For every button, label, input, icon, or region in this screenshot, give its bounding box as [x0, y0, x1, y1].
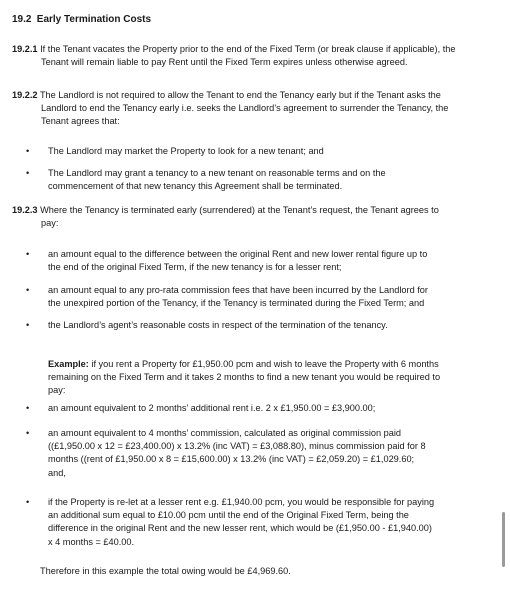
bullet: • — [26, 168, 30, 178]
list-item — [26, 284, 486, 310]
list-item-text: the Landlord’s agent’s reasonable costs in respect of the termination of the tenancy. — [48, 320, 388, 330]
clause-text: Tenant agrees that: — [41, 116, 120, 127]
clause-19-2-1 — [12, 43, 492, 69]
list-item-text: commencement of that new tenancy this Agreement shall be terminated. — [48, 181, 343, 192]
list-item — [26, 496, 486, 549]
clause-number: 19.2.2 — [12, 90, 38, 100]
clause-text: If the Tenant vacates the Property prior to the end of the Fixed Term (or break clause if applicable), the — [40, 44, 456, 54]
list-item — [26, 248, 486, 274]
clause-text: pay: — [41, 218, 59, 229]
list-item-text: the end of the original Fixed Term, if the new tenancy is for a lesser rent; — [48, 262, 342, 273]
list-item-text: an amount equal to any pro-rata commission fees that have been incurred by the Landlord for — [48, 285, 428, 295]
list-item-text: The Landlord may market the Property to look for a new tenant; and — [48, 146, 324, 156]
list-item — [26, 167, 486, 193]
example-label: Example: — [48, 359, 89, 369]
section-title: Early Termination Costs — [36, 14, 152, 25]
list-item-text: an amount equal to the difference between the original Rent and new lower rental figure up to — [48, 249, 428, 259]
clause-text: Landlord to end the Tenancy early i.e. seeks the Landlord’s agreement to surrender the Tenancy, the — [41, 103, 449, 114]
list-item-text: an amount equivalent to 2 months’ additional rent i.e. 2 x £1,950.00 = £3,900.00; — [48, 403, 376, 413]
bullet: • — [26, 403, 30, 413]
example-text: if you rent a Property for £1,950.00 pcm and wish to leave the Property with 6 months — [88, 359, 439, 369]
clause-text: The Landlord is not required to allow the Tenant to end the Tenancy early but if the Tenant asks the — [39, 90, 441, 100]
list-item — [26, 427, 486, 480]
example-paragraph — [48, 358, 488, 398]
clause-number: 19.2.3 — [12, 205, 38, 215]
list-item — [26, 319, 486, 332]
example-text: pay: — [48, 385, 66, 396]
section-heading — [12, 13, 151, 26]
bullet: • — [26, 497, 30, 507]
list-item — [26, 402, 486, 415]
list-item-text: an additional sum equal to £10.00 pcm until the end of the Original Fixed Term, being the — [48, 510, 409, 521]
list-item-text: if the Property is re-let at a lesser rent e.g. £1,940.00 pcm, you would be responsible for paying — [48, 497, 435, 507]
list-item-text: ((£1,950.00 x 12 = £23,400.00) x 13.2% (inc VAT) = £3,088.80), minus commission paid for 8 — [48, 441, 426, 452]
clause-text: Where the Tenancy is terminated early (surrendered) at the Tenant’s request, the Tenant agrees to — [40, 205, 439, 215]
clause-text: Tenant will remain liable to pay Rent until the Fixed Term expires unless otherwise agreed. — [41, 57, 408, 68]
clause-19-2-2 — [12, 89, 492, 129]
bullet: • — [26, 146, 30, 156]
list-item-text: The Landlord may grant a tenancy to a new tenant on reasonable terms and on the — [48, 168, 386, 178]
list-item — [26, 145, 486, 158]
bullet: • — [26, 428, 30, 438]
bullet: • — [26, 320, 30, 330]
list-item-text: x 4 months = £40.00. — [48, 536, 135, 547]
total-owing-text: Therefore in this example the total owing would be £4,969.60. — [40, 566, 291, 576]
list-item-text: difference in the original Rent and the new lesser rent, which would be (£1,950.00 - £1,940.00) — [48, 523, 432, 534]
list-item-text: months ((rent of £1,950.00 x 8 = £15,600.00) x 13.2% (inc VAT) = £2,059.20) = £1,029.60; — [48, 454, 415, 465]
clause-number: 19.2.1 — [12, 44, 38, 54]
scrollbar[interactable] — [502, 512, 505, 567]
example-text: remaining on the Fixed Term and it takes 2 months to find a new tenant you would be required to — [48, 372, 441, 383]
list-item-text: the unexpired portion of the Tenancy, if the Tenancy is terminated during the Fixed Term; and — [48, 298, 425, 309]
clause-19-2-3 — [12, 204, 492, 230]
section-number: 19.2 — [12, 14, 32, 25]
list-item-text: and, — [48, 467, 66, 478]
bullet: • — [26, 249, 30, 259]
bullet: • — [26, 285, 30, 295]
list-item-text: an amount equivalent to 4 months’ commission, calculated as original commission paid — [48, 428, 402, 438]
